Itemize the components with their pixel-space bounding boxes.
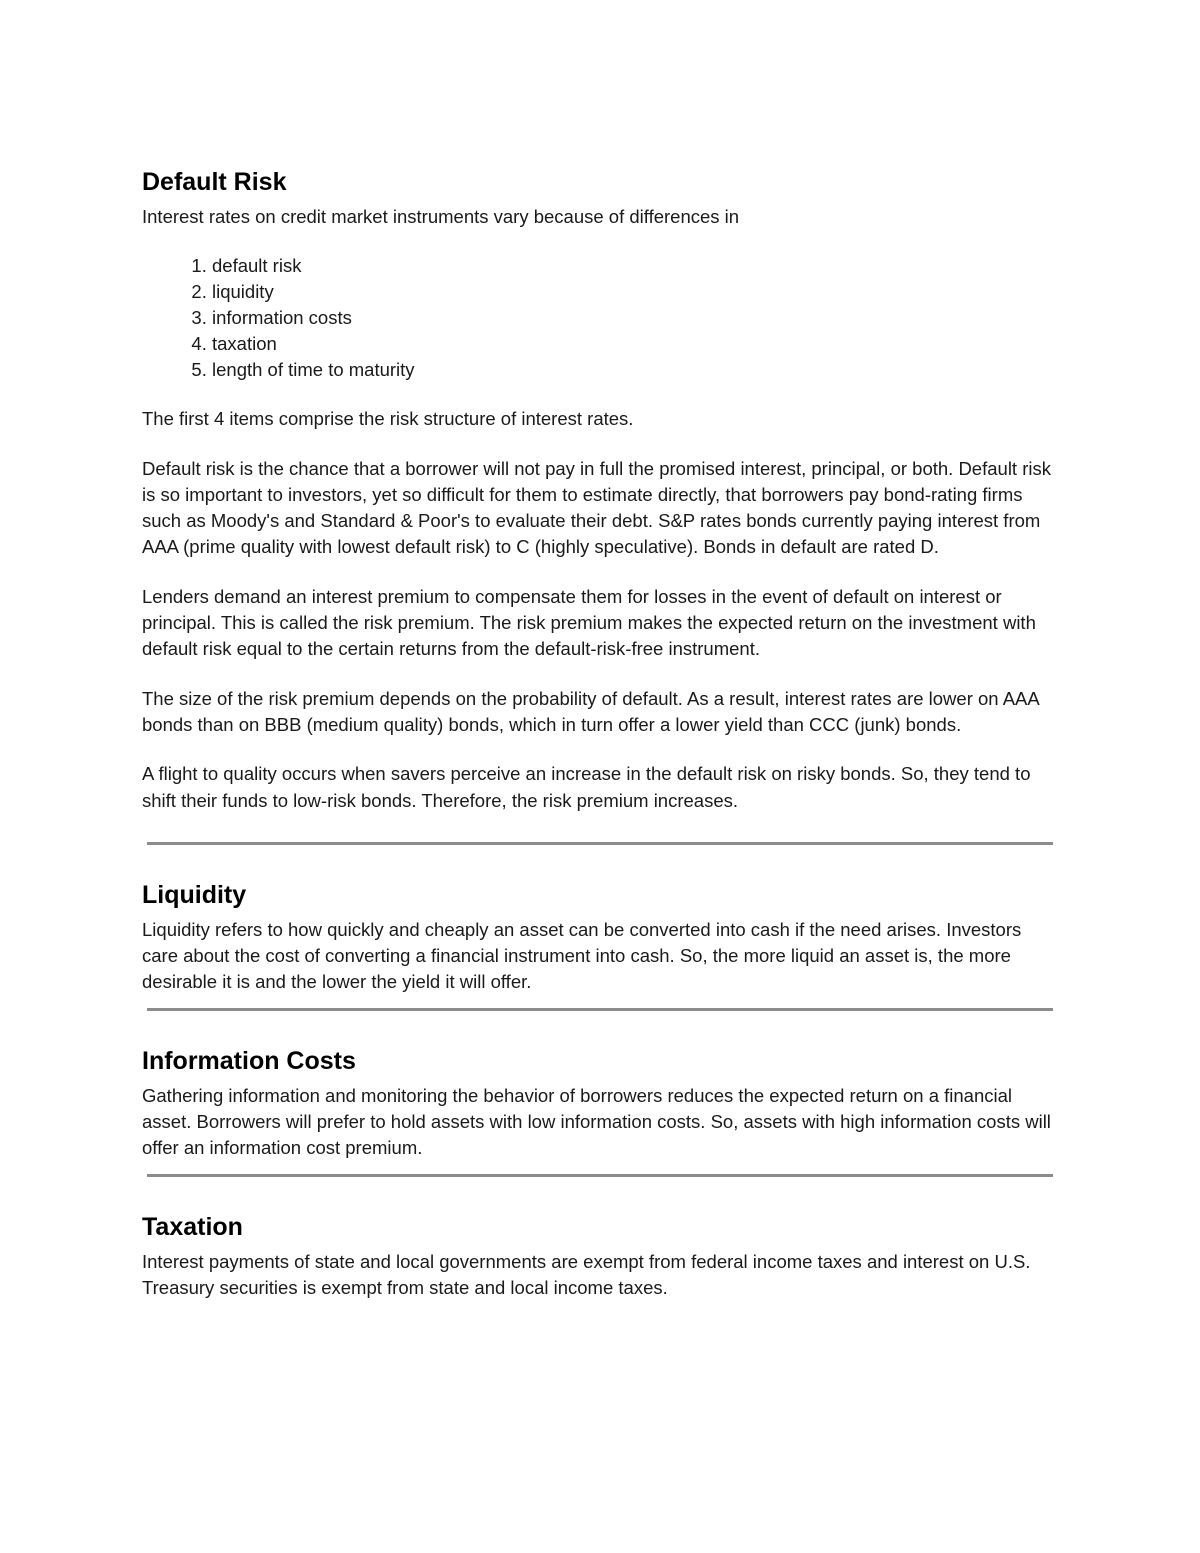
paragraph: A flight to quality occurs when savers perceive an increase in the default risk on risky bonds. So, they tend to shift their funds to low-risk bonds. Therefore, the risk premium increases. bbox=[142, 763, 1031, 811]
paragraph: The first 4 items comprise the risk structure of interest rates. bbox=[142, 408, 634, 430]
paragraph: Gathering information and monitoring the behavior of borrowers reduces the expected return on a financial asset. Borrowers will prefer to hold assets with low information costs. So, assets with high information costs will offer an information cost premium. bbox=[142, 1084, 1051, 1159]
paragraph: Lenders demand an interest premium to compensate them for losses in the event of default on interest or principal. This is called the risk premium. The risk premium makes the expected return on the investment with default risk equal to the certain returns from the default-risk-free instrument. bbox=[142, 585, 1036, 660]
section-divider bbox=[147, 1008, 1053, 1011]
list-item: 3. information costs bbox=[212, 305, 1062, 331]
intro-paragraph: Interest rates on credit market instruments vary because of differences in bbox=[142, 206, 740, 227]
section-liquidity bbox=[142, 879, 1062, 996]
factor-list bbox=[142, 253, 1062, 383]
section-divider bbox=[147, 1174, 1053, 1177]
paragraph: Default risk is the chance that a borrower will not pay in full the promised interest, principal, or both. Default risk is so important to investors, yet so difficult for them to estimate directly, that borrowers pay bond-rating firms such as Moody's and Standard & Poor's to evaluate their debt. S&P rates bonds currently paying interest from AAA (prime quality with lowest default risk) to C (highly speculative). Bonds in default are rated D. bbox=[142, 457, 1051, 558]
section-taxation bbox=[142, 1211, 1062, 1302]
section-title: Taxation bbox=[142, 1212, 243, 1241]
section-title: Default Risk bbox=[142, 168, 287, 196]
paragraph: The size of the risk premium depends on the probability of default. As a result, interest rates are lower on AAA bonds than on BBB (medium quality) bonds, which in turn offer a lower yield than CCC (junk) bonds. bbox=[142, 687, 1039, 735]
list-item: 4. taxation bbox=[212, 331, 1062, 357]
section-divider bbox=[147, 842, 1053, 845]
document-page bbox=[142, 166, 1062, 1324]
section-default-risk bbox=[142, 166, 1062, 814]
list-item: 5. length of time to maturity bbox=[212, 357, 1062, 383]
paragraph: Interest payments of state and local governments are exempt from federal income taxes and interest on U.S. Treasury securities is exempt from state and local income taxes. bbox=[142, 1250, 1031, 1298]
list-item: 2. liquidity bbox=[212, 279, 1062, 305]
section-title: Information Costs bbox=[142, 1046, 356, 1075]
paragraph: Liquidity refers to how quickly and cheaply an asset can be converted into cash if the need arises. Investors care about the cost of converting a financial instrument into cash. So, the more liquid an asset is, the more desirable it is and the lower the yield it will offer. bbox=[142, 918, 1022, 993]
section-title: Liquidity bbox=[142, 880, 247, 909]
section-information-costs bbox=[142, 1045, 1062, 1162]
list-item: 1. default risk bbox=[212, 253, 1062, 279]
